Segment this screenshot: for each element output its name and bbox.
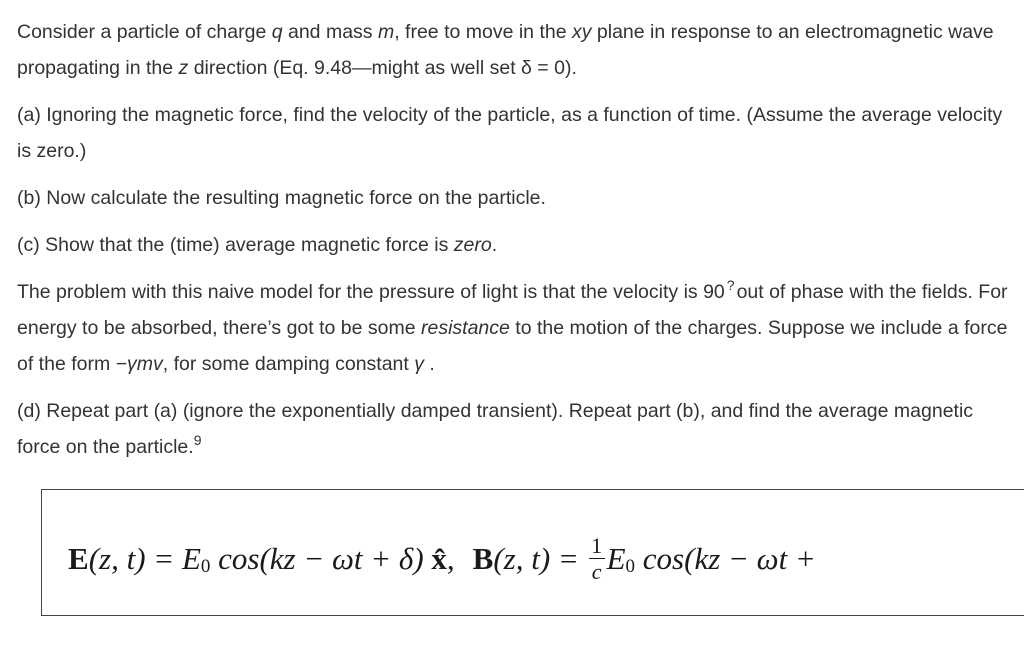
degree-placeholder-mark: ? bbox=[726, 277, 735, 293]
gamma-symbol: γ bbox=[414, 353, 424, 375]
electric-field-args: (z, t) = bbox=[88, 540, 182, 576]
part-c-emphasis: zero bbox=[453, 234, 492, 256]
intro-text-4: plane in response to an electromagnetic wave propagating in the bbox=[17, 21, 994, 79]
part-a: (a) Ignoring the magnetic force, find the velocity of the particle, as a function of time. (Assume the average velocity is zero.) bbox=[17, 104, 1003, 162]
part-c-period: . bbox=[491, 234, 498, 256]
equation-box bbox=[41, 489, 1024, 616]
intro-text-2: and mass bbox=[282, 21, 378, 43]
e0-symbol: E bbox=[181, 540, 201, 576]
intro-text-3: , free to move in the bbox=[394, 21, 572, 43]
equation-comma: , bbox=[446, 540, 455, 576]
intro-paragraph bbox=[17, 14, 1012, 86]
z-direction-symbol: z bbox=[178, 57, 189, 79]
wave-equation: E (z, t) = E 0 cos(kz − ωt + δ) x̂ , B (z, t) = $\frac{1}{c}$ E 0 cos(kz − ωt + bbox=[68, 533, 816, 584]
part-c bbox=[17, 227, 1012, 263]
part-d-text: (d) Repeat part (a) (ignore the exponentially damped transient). Repeat part (b), and find the average magnetic force on the particle. bbox=[17, 400, 974, 458]
discussion-text-3: to the motion of the charges. Suppose we include a force of the form bbox=[17, 317, 1008, 375]
part-c-text: (c) Show that the (time) average magnetic force is bbox=[17, 234, 454, 256]
magnetic-field-cosine: cos(kz − ωt + bbox=[635, 540, 816, 576]
part-d bbox=[17, 393, 1012, 465]
x-hat-unit-vector: x̂ bbox=[431, 540, 447, 576]
magnetic-field-symbol: B bbox=[472, 540, 494, 576]
fraction-denominator: c bbox=[591, 559, 602, 584]
fraction-numerator: 1 bbox=[591, 533, 603, 558]
footnote-marker: 9 bbox=[193, 432, 202, 448]
discussion-text-4: , for some damping constant bbox=[162, 353, 415, 375]
discussion-text-2: out of phase with the fields. For energy to be absorbed, there’s got to be some bbox=[17, 281, 1008, 339]
electric-field-cosine: cos(kz − ωt + δ) bbox=[210, 540, 432, 576]
intro-text-1: Consider a particle of charge bbox=[17, 21, 272, 43]
intro-text-5: direction (Eq. 9.48—might as well set δ = 0). bbox=[188, 57, 577, 79]
part-b: (b) Now calculate the resulting magnetic force on the particle. bbox=[17, 187, 546, 209]
one-over-c-fraction bbox=[589, 534, 605, 585]
mass-symbol: m bbox=[377, 21, 395, 43]
resistance-emphasis: resistance bbox=[421, 317, 510, 339]
problem-text bbox=[17, 14, 1012, 465]
discussion-text-5: . bbox=[423, 353, 435, 375]
xy-plane-symbol: xy bbox=[571, 21, 592, 43]
damping-force-expression: −γmv bbox=[115, 353, 163, 375]
discussion-text-1: The problem with this naive model for the pressure of light is that the velocity is 90 bbox=[17, 281, 725, 303]
magnetic-field-args: (z, t) = bbox=[493, 540, 587, 576]
electric-field-symbol: E bbox=[68, 540, 89, 576]
discussion-paragraph bbox=[17, 274, 1012, 382]
charge-symbol: q bbox=[271, 21, 283, 43]
b-amplitude-e0-symbol: E bbox=[606, 540, 626, 576]
